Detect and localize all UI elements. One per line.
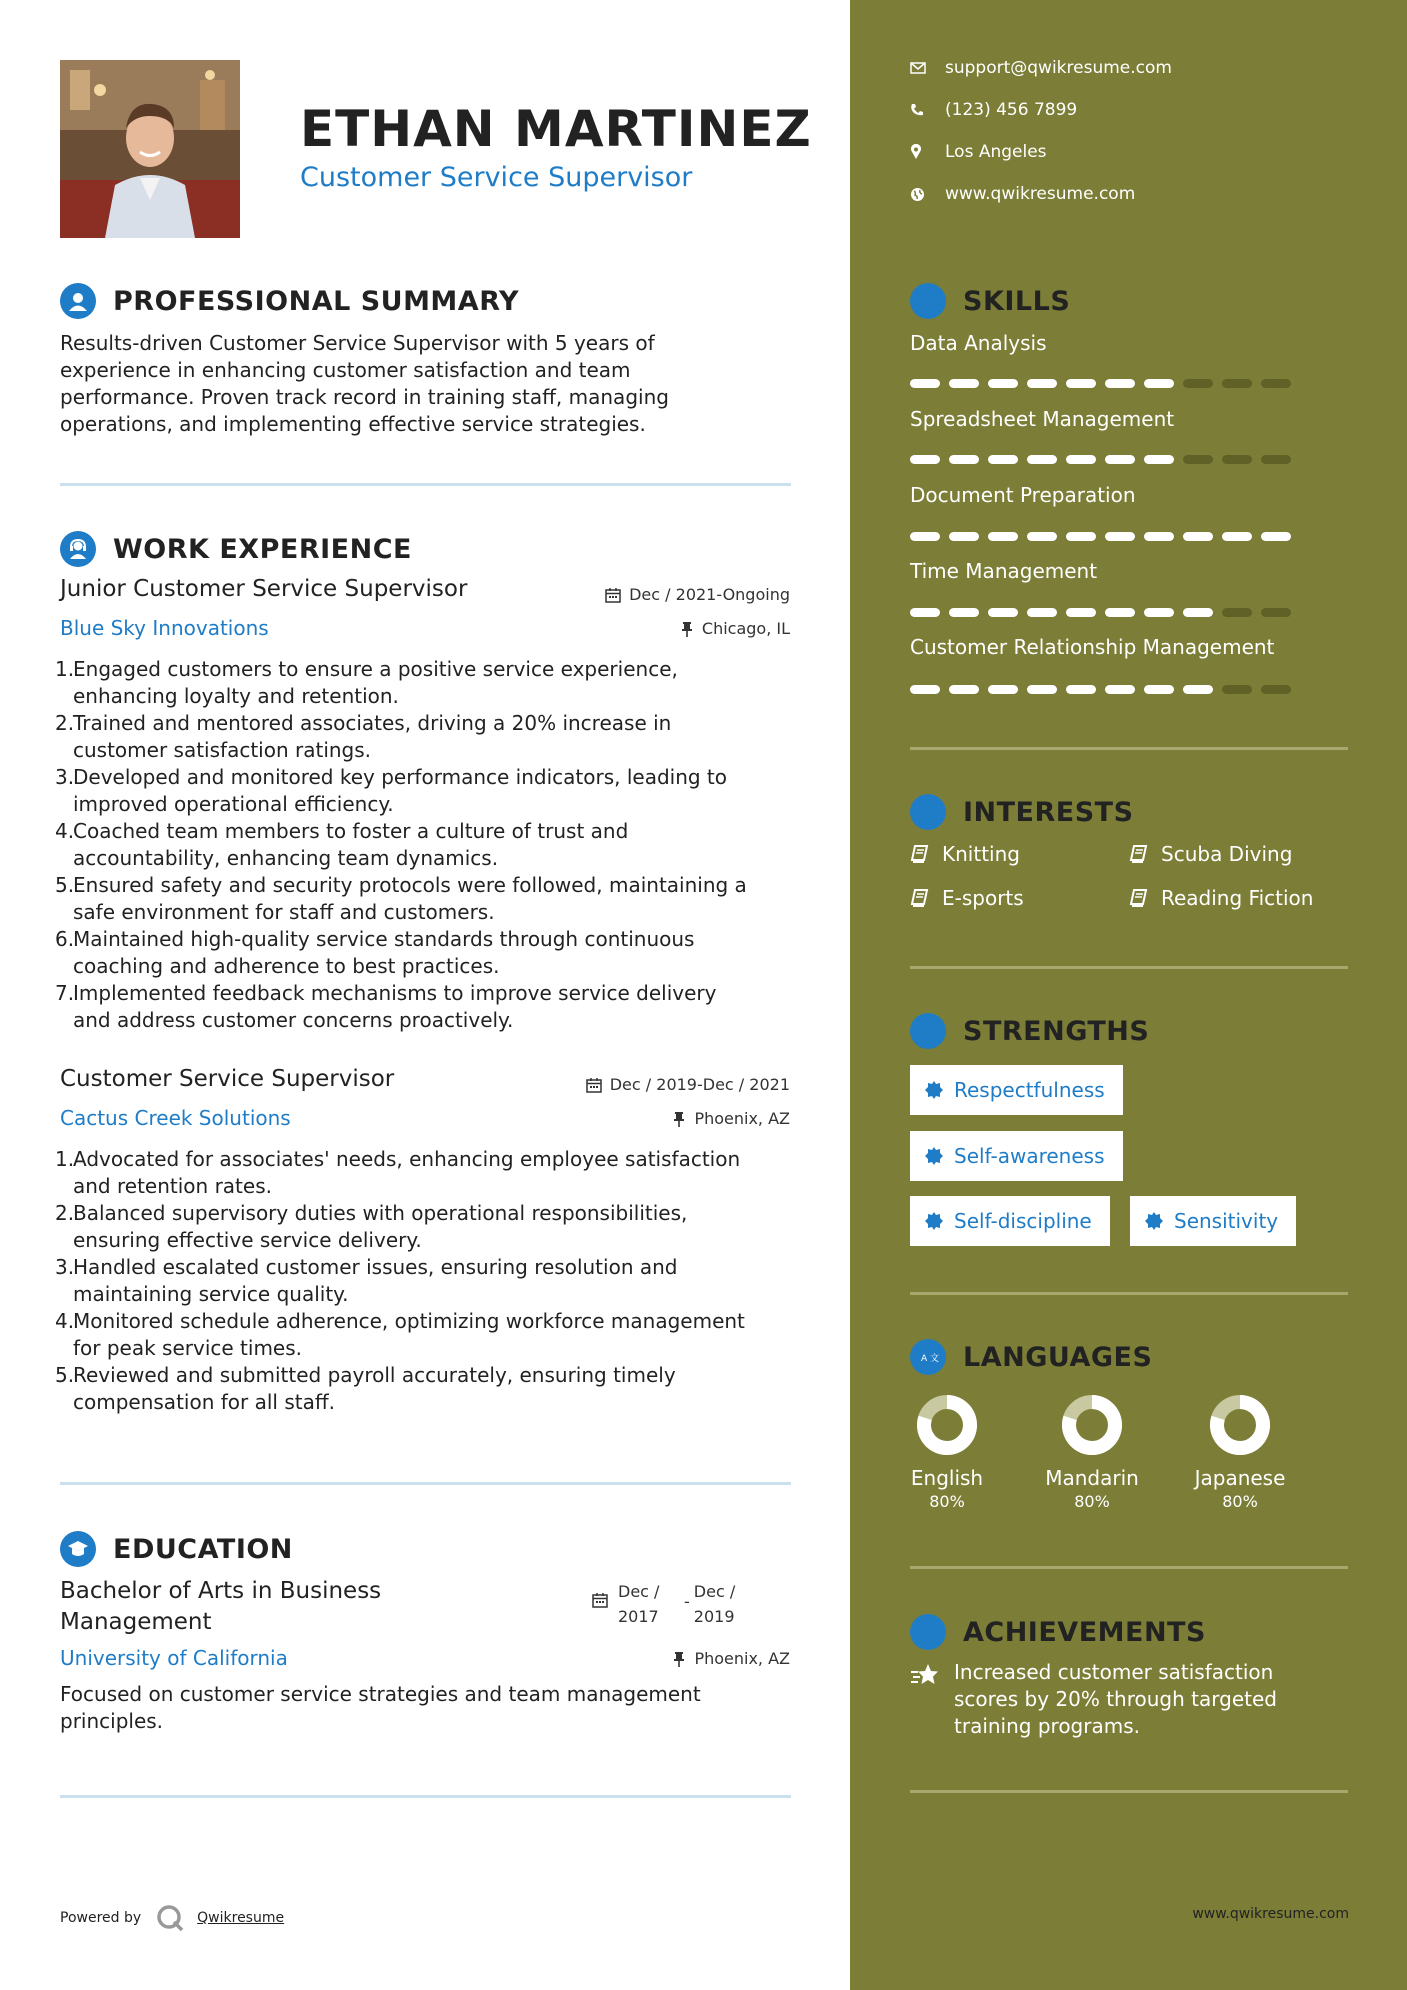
skill-level-segment: [1261, 532, 1291, 541]
skill-level-segment: [949, 608, 979, 617]
job-role: Junior Customer Service Supervisor: [60, 576, 468, 602]
skill-level-segment: [1183, 379, 1213, 388]
svg-text:A: A: [921, 1354, 928, 1364]
list-item: 1. Advocated for associates' needs, enhancing employee satisfaction and retention rates.: [55, 1147, 741, 1198]
powered-by: [60, 1903, 284, 1933]
skill-level-segment: [949, 455, 979, 464]
language-item: [1032, 1390, 1152, 1511]
skill-level-segment: [1222, 379, 1252, 388]
skill-level-segment: [1105, 455, 1135, 464]
achievements-heading: [910, 1614, 1206, 1650]
star-icon: [910, 1663, 940, 1687]
location-pin-icon: [910, 144, 922, 160]
skill-level-segment: [1105, 608, 1135, 617]
skill-level-segment: [1144, 379, 1174, 388]
pin-icon: [680, 621, 694, 637]
education-dates: [592, 1579, 735, 1629]
skill-level-segment: [1066, 608, 1096, 617]
skill-level-segment: [988, 379, 1018, 388]
job-company: Blue Sky Innovations: [60, 616, 269, 640]
summary-line: experience in enhancing customer satisfaction and team: [60, 358, 631, 382]
skill-level-segment: [988, 455, 1018, 464]
calendar-icon: [605, 587, 621, 603]
skill-level-bar: [910, 685, 1291, 694]
language-item: [887, 1390, 1007, 1511]
language-proficiency-ring: [1205, 1390, 1275, 1460]
job-location-text: Phoenix, AZ: [694, 1109, 790, 1128]
skill-level-segment: [1261, 608, 1291, 617]
job-role: Customer Service Supervisor: [60, 1066, 395, 1092]
interest-item: [910, 886, 1024, 910]
interests-heading: [910, 794, 1134, 830]
book-icon: [1129, 844, 1149, 864]
list-item: 1. Engaged customers to ensure a positive service experience, enhancing loyalty and retention.: [55, 657, 678, 708]
date-separator: -: [684, 1592, 690, 1611]
pin-icon: [672, 1111, 686, 1127]
skill-name: Document Preparation: [910, 483, 1136, 507]
graduation-icon: [60, 1531, 96, 1567]
languages-title: LANGUAGES: [963, 1341, 1153, 1373]
envelope-icon: [910, 62, 926, 74]
section-divider: [910, 966, 1348, 969]
degree-line: Bachelor of Arts in Business: [60, 1578, 382, 1604]
job-location: [680, 619, 790, 638]
skill-level-segment: [1027, 455, 1057, 464]
job-location: [672, 1109, 790, 1128]
profile-photo: [60, 60, 240, 238]
skill-level-segment: [1144, 455, 1174, 464]
achievement-text: Increased customer satisfaction scores by 20% through targeted training programs.: [954, 1660, 1277, 1738]
skill-level-segment: [1105, 532, 1135, 541]
contact-location-text: Los Angeles: [945, 142, 1047, 162]
education-end: Dec / 2019: [693, 1582, 736, 1626]
support-agent-icon: [60, 531, 96, 567]
qwikresume-logo-icon: [155, 1903, 185, 1933]
contact-email[interactable]: [910, 58, 1172, 78]
badge-icon: [1144, 1211, 1164, 1231]
skill-level-segment: [1027, 608, 1057, 617]
skill-level-segment: [1183, 455, 1213, 464]
book-icon: [1129, 888, 1149, 908]
list-item: 4. Monitored schedule adherence, optimizing workforce management for peak service times.: [55, 1309, 745, 1360]
achievements-title: ACHIEVEMENTS: [963, 1616, 1206, 1648]
skill-level-segment: [1261, 379, 1291, 388]
lightbulb-icon: [910, 283, 946, 319]
achievement-item: [910, 1659, 1330, 1740]
svg-text:文: 文: [930, 1354, 940, 1364]
skill-level-segment: [988, 608, 1018, 617]
skill-level-segment: [910, 608, 940, 617]
summary-text: [60, 330, 780, 438]
skill-level-segment: [1066, 532, 1096, 541]
summary-line: Results-driven Customer Service Supervisor with 5 years of: [60, 331, 655, 355]
powered-by-label: Powered by: [60, 1910, 142, 1926]
badge-icon: [924, 1146, 944, 1166]
language-proficiency-ring: [1057, 1390, 1127, 1460]
list-item: 5. Ensured safety and security protocols were followed, maintaining a safe environment for staff and customers.: [55, 873, 747, 924]
contact-website[interactable]: [910, 184, 1135, 204]
skill-name: Data Analysis: [910, 331, 1047, 355]
strengths-heading: [910, 1013, 1149, 1049]
list-item: 4. Coached team members to foster a culture of trust and accountability, enhancing team dynamics.: [55, 819, 629, 870]
job-dates-text: Dec / 2021-Ongoing: [629, 585, 790, 604]
pin-icon: [672, 1651, 686, 1667]
skill-level-segment: [988, 685, 1018, 694]
strengths-title: STRENGTHS: [963, 1015, 1150, 1047]
strength-label: Self-discipline: [954, 1209, 1092, 1233]
candidate-title: Customer Service Supervisor: [300, 162, 693, 193]
language-name: Japanese: [1194, 1466, 1286, 1490]
language-name: Mandarin: [1045, 1466, 1139, 1490]
interest-label: Knitting: [942, 842, 1020, 866]
skill-level-segment: [1261, 685, 1291, 694]
skills-title: SKILLS: [963, 285, 1071, 317]
skill-level-segment: [910, 455, 940, 464]
skill-level-segment: [1222, 608, 1252, 617]
skill-level-segment: [910, 379, 940, 388]
list-item: 3. Handled escalated customer issues, ensuring resolution and maintaining service quality.: [55, 1255, 678, 1306]
skill-level-segment: [1105, 379, 1135, 388]
strength-tag: [910, 1065, 1123, 1115]
language-item: [1180, 1390, 1300, 1511]
powered-by-brand-link[interactable]: Qwikresume: [197, 1910, 285, 1926]
summary-line: operations, and implementing effective service strategies.: [60, 412, 646, 436]
contact-email-text: support@qwikresume.com: [945, 58, 1172, 78]
skill-level-segment: [1261, 455, 1291, 464]
interest-label: Reading Fiction: [1161, 886, 1314, 910]
skill-name: Spreadsheet Management: [910, 407, 1175, 431]
summary-title: PROFESSIONAL SUMMARY: [113, 285, 520, 317]
list-item: 3. Developed and monitored key performance indicators, leading to improved operational efficiency.: [55, 765, 728, 816]
experience-heading: [60, 531, 412, 567]
badge-icon: [924, 1211, 944, 1231]
summary-line: performance. Proven track record in training staff, managing: [60, 385, 669, 409]
interest-label: Scuba Diving: [1161, 842, 1293, 866]
skill-level-bar: [910, 608, 1291, 617]
candidate-name: ETHAN MARTINEZ: [300, 100, 812, 158]
section-divider: [910, 1790, 1348, 1793]
contact-phone[interactable]: [910, 100, 1077, 120]
skill-level-segment: [1105, 685, 1135, 694]
languages-heading: [910, 1339, 1152, 1375]
education-title: EDUCATION: [113, 1533, 293, 1565]
job-duties: [55, 656, 795, 1034]
list-item: 7. Implemented feedback mechanisms to improve service delivery and address customer concerns proactively.: [55, 981, 717, 1032]
badge-icon: [924, 1080, 944, 1100]
list-item: 5. Reviewed and submitted payroll accurately, ensuring timely compensation for all staff.: [55, 1363, 676, 1414]
skill-level-segment: [1066, 685, 1096, 694]
fist-icon: [910, 1013, 946, 1049]
star-badge-icon: [910, 1614, 946, 1650]
language-percent: 80%: [1222, 1492, 1258, 1511]
section-divider: [910, 747, 1348, 750]
skill-name: Customer Relationship Management: [910, 635, 1275, 659]
user-icon: [60, 283, 96, 319]
skill-level-segment: [1222, 455, 1252, 464]
section-divider: [60, 1795, 791, 1798]
skill-level-segment: [1144, 608, 1174, 617]
contact-phone-text: (123) 456 7899: [945, 100, 1078, 120]
skill-level-segment: [1222, 685, 1252, 694]
skill-level-segment: [1027, 379, 1057, 388]
education-start: Dec / 2017: [618, 1582, 660, 1626]
book-icon: [910, 844, 930, 864]
job-duties: [55, 1146, 795, 1416]
interests-title: INTERESTS: [963, 796, 1134, 828]
skill-level-segment: [949, 532, 979, 541]
skill-level-segment: [988, 532, 1018, 541]
list-item: 6. Maintained high-quality service standards through continuous coaching and adherence to best practices.: [55, 927, 695, 978]
section-divider: [910, 1292, 1348, 1295]
strength-tag: [1130, 1196, 1296, 1246]
skill-level-segment: [1027, 685, 1057, 694]
language-percent: 80%: [1074, 1492, 1110, 1511]
school-name: University of California: [60, 1646, 288, 1670]
skill-level-segment: [949, 379, 979, 388]
summary-heading: [60, 283, 519, 319]
strength-label: Respectfulness: [954, 1078, 1105, 1102]
strength-label: Sensitivity: [1174, 1209, 1279, 1233]
globe-icon: [910, 187, 925, 202]
experience-title: WORK EXPERIENCE: [113, 533, 412, 565]
skill-level-segment: [1183, 608, 1213, 617]
list-item: 2. Trained and mentored associates, driving a 20% increase in customer satisfaction ratings.: [55, 711, 672, 762]
strength-label: Self-awareness: [954, 1144, 1105, 1168]
skill-level-bar: [910, 455, 1291, 464]
calendar-icon: [592, 1592, 608, 1608]
section-divider: [910, 1566, 1348, 1569]
strength-tag: [910, 1131, 1123, 1181]
skills-heading: [910, 283, 1070, 319]
skill-level-segment: [1144, 532, 1174, 541]
interest-item: [1129, 886, 1313, 910]
skill-level-segment: [1183, 532, 1213, 541]
translate-icon: [910, 1339, 946, 1375]
section-divider: [60, 483, 791, 486]
interest-item: [1129, 842, 1292, 866]
section-divider: [60, 1482, 791, 1485]
skill-level-bar: [910, 379, 1291, 388]
education-location-text: Phoenix, AZ: [694, 1649, 790, 1668]
job-dates: [605, 585, 790, 604]
interest-item: [910, 842, 1020, 866]
language-proficiency-ring: [912, 1390, 982, 1460]
education-description: Focused on customer service strategies and team management principles.: [60, 1682, 701, 1733]
skill-level-segment: [949, 685, 979, 694]
language-name: English: [910, 1466, 984, 1490]
skill-level-segment: [1144, 685, 1174, 694]
list-item: 2. Balanced supervisory duties with operational responsibilities, ensuring effective service delivery.: [55, 1201, 688, 1252]
degree: [60, 1576, 381, 1638]
skill-level-segment: [1066, 455, 1096, 464]
footer-website[interactable]: www.qwikresume.com: [1192, 1906, 1349, 1922]
skill-level-segment: [1066, 379, 1096, 388]
skill-level-segment: [1027, 532, 1057, 541]
job-location-text: Chicago, IL: [701, 619, 790, 638]
skill-level-segment: [910, 532, 940, 541]
phone-icon: [910, 103, 924, 117]
job-dates-text: Dec / 2019-Dec / 2021: [609, 1075, 790, 1094]
job-company: Cactus Creek Solutions: [60, 1106, 291, 1130]
calendar-icon: [586, 1077, 602, 1093]
strength-tag: [910, 1196, 1110, 1246]
skill-level-bar: [910, 532, 1291, 541]
skill-level-segment: [910, 685, 940, 694]
education-location: [672, 1649, 790, 1668]
skill-level-segment: [1222, 532, 1252, 541]
skill-name: Time Management: [910, 559, 1098, 583]
job-dates: [586, 1075, 790, 1094]
degree-line: Management: [60, 1609, 212, 1635]
interest-label: E-sports: [942, 886, 1024, 910]
contact-location: [910, 142, 1047, 162]
skill-level-segment: [1183, 685, 1213, 694]
book-icon: [910, 888, 930, 908]
education-heading: [60, 1531, 293, 1567]
paper-plane-icon: [910, 794, 946, 830]
contact-website-text: www.qwikresume.com: [945, 184, 1136, 204]
language-percent: 80%: [929, 1492, 965, 1511]
